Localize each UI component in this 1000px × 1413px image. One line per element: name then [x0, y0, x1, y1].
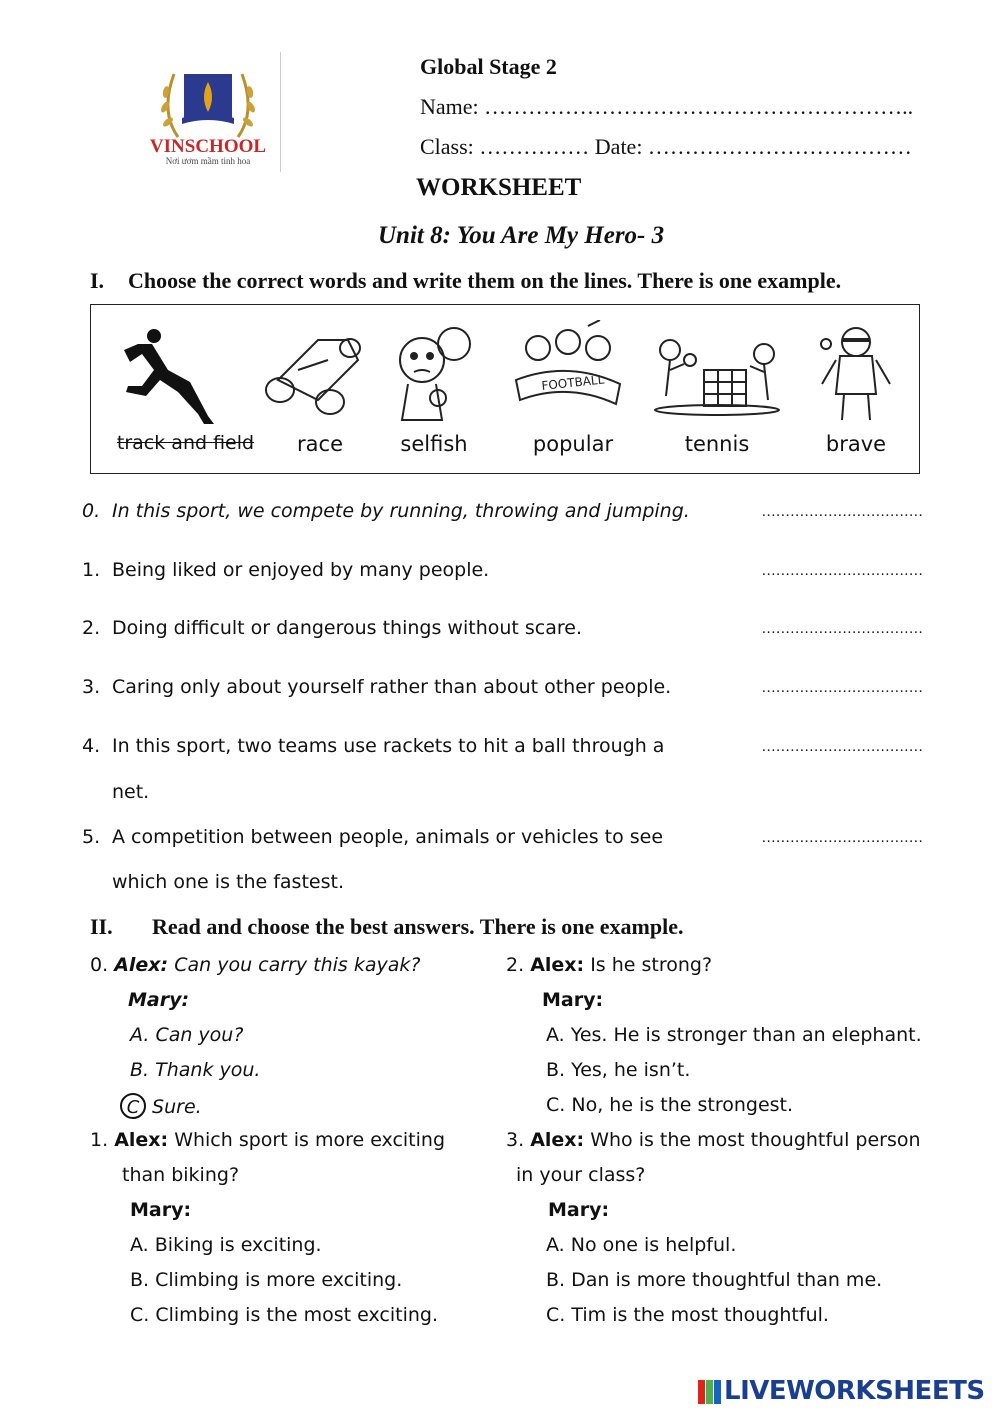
race-car-icon [258, 320, 368, 420]
answer-line-2[interactable]: .................................. [762, 621, 924, 637]
answer-line-0[interactable]: .................................. [762, 504, 924, 520]
question-5-text: A competition between people, animals or vehicles to see [112, 826, 664, 848]
mcq-3-option-a[interactable]: A. No one is helpful. [546, 1234, 737, 1256]
question-3-number: 3. [82, 676, 101, 698]
mcq-2-option-c[interactable]: C. No, he is the strongest. [546, 1094, 794, 1116]
question-5-number: 5. [82, 826, 101, 848]
selected-answer-circle: C [120, 1093, 146, 1119]
mcq-0-question: Can you carry this kayak? [174, 954, 421, 976]
mcq-2 [506, 954, 966, 1124]
mcq-3-option-c[interactable]: C. Tim is the most thoughtful. [546, 1304, 829, 1326]
section2-numeral: II. [90, 914, 113, 939]
liveworksheets-text: LIVEWORKSHEETS [724, 1376, 985, 1406]
mcq-2-number: 2. [506, 954, 525, 976]
speaker-mary: Mary: [542, 989, 604, 1011]
word-popular: popular [532, 432, 614, 456]
question-0-number: 0. [82, 500, 101, 522]
liveworksheets-icon [698, 1380, 722, 1404]
question-2-text: Doing difficult or dangerous things without scare. [112, 617, 582, 639]
answer-line-4[interactable]: .................................. [762, 739, 924, 755]
school-logo [138, 52, 281, 172]
class-date-line: Class: …………… Date: ……………………………… [420, 134, 912, 159]
page-subtitle: Unit 8: You Are My Hero- 3 [378, 222, 665, 249]
speaker-alex: Alex: [114, 954, 169, 976]
speaker-mary: Mary: [128, 989, 190, 1011]
mcq-1-option-a[interactable]: A. Biking is exciting. [130, 1234, 322, 1256]
speaker-alex: Alex: [530, 954, 585, 976]
mcq-3-option-b[interactable]: B. Dan is more thoughtful than me. [546, 1269, 883, 1291]
question-0-text: In this sport, we compete by running, throwing and jumping. [112, 500, 690, 522]
page-title: WORKSHEET [416, 174, 582, 201]
tennis-players-icon [650, 320, 784, 416]
mcq-1-option-b[interactable]: B. Climbing is more exciting. [130, 1269, 403, 1291]
svg-text:FOOTBALL: FOOTBALL [540, 372, 605, 393]
mcq-2-option-b[interactable]: B. Yes, he isn’t. [546, 1059, 691, 1081]
question-4-number: 4. [82, 735, 101, 757]
runner-icon [112, 320, 242, 428]
logo-slogan: Nơi ươm mầm tinh hoa [165, 156, 251, 166]
mcq-0-option-c[interactable]: C Sure. [120, 1093, 202, 1119]
word-track-and-field: track and field [116, 432, 255, 454]
mcq-3 [506, 1129, 976, 1329]
selfish-girl-icon [388, 320, 480, 428]
section2-instruction: Read and choose the best answers. There is one example. [152, 914, 684, 939]
superhero-icon [818, 320, 894, 424]
answer-line-1[interactable]: .................................. [762, 563, 924, 579]
mcq-0-option-b[interactable]: B. Thank you. [130, 1059, 261, 1081]
name-line: Name: ………………………………………………….. [420, 94, 914, 119]
mcq-0 [90, 954, 490, 1124]
mcq-2-question: Is he strong? [590, 954, 713, 976]
word-selfish: selfish [400, 432, 468, 456]
mcq-0-option-a[interactable]: A. Can you? [130, 1024, 244, 1046]
mcq-3-question-cont: in your class? [516, 1164, 646, 1186]
mcq-1 [90, 1129, 500, 1329]
speaker-alex: Alex: [114, 1129, 169, 1151]
word-brave: brave [825, 432, 887, 456]
question-2-number: 2. [82, 617, 101, 639]
liveworksheets-logo[interactable] [698, 1376, 994, 1410]
mcq-1-option-c[interactable]: C. Climbing is the most exciting. [130, 1304, 438, 1326]
mcq-1-number: 1. [90, 1129, 109, 1151]
logo-brand: VINSCHOOL [149, 136, 267, 157]
question-1-number: 1. [82, 559, 101, 581]
question-4-continuation: net. [112, 781, 150, 803]
mcq-3-number: 3. [506, 1129, 525, 1151]
speaker-mary: Mary: [548, 1199, 610, 1221]
section1-numeral: I. [90, 268, 105, 293]
mcq-1-question: Which sport is more exciting [174, 1129, 446, 1151]
question-1-text: Being liked or enjoyed by many people. [112, 559, 490, 581]
mcq-2-option-a[interactable]: A. Yes. He is stronger than an elephant. [546, 1024, 922, 1046]
mcq-3-question: Who is the most thoughtful person [590, 1129, 921, 1151]
word-race: race [297, 432, 343, 456]
question-4-text: In this sport, two teams use rackets to hit a ball through a [112, 735, 665, 757]
word-tennis: tennis [684, 432, 750, 456]
football-fans-icon [508, 320, 628, 420]
answer-line-5[interactable]: .................................. [762, 830, 924, 846]
speaker-alex: Alex: [530, 1129, 585, 1151]
speaker-mary: Mary: [130, 1199, 192, 1221]
answer-line-3[interactable]: .................................. [762, 680, 924, 696]
question-3-text: Caring only about yourself rather than about other people. [112, 676, 672, 698]
mcq-1-question-cont: than biking? [122, 1164, 240, 1186]
section1-instruction: Choose the correct words and write them on the lines. There is one example. [128, 268, 842, 293]
stage-label: Global Stage 2 [420, 54, 557, 79]
question-5-continuation: which one is the fastest. [112, 871, 344, 893]
mcq-0-number: 0. [90, 954, 109, 976]
